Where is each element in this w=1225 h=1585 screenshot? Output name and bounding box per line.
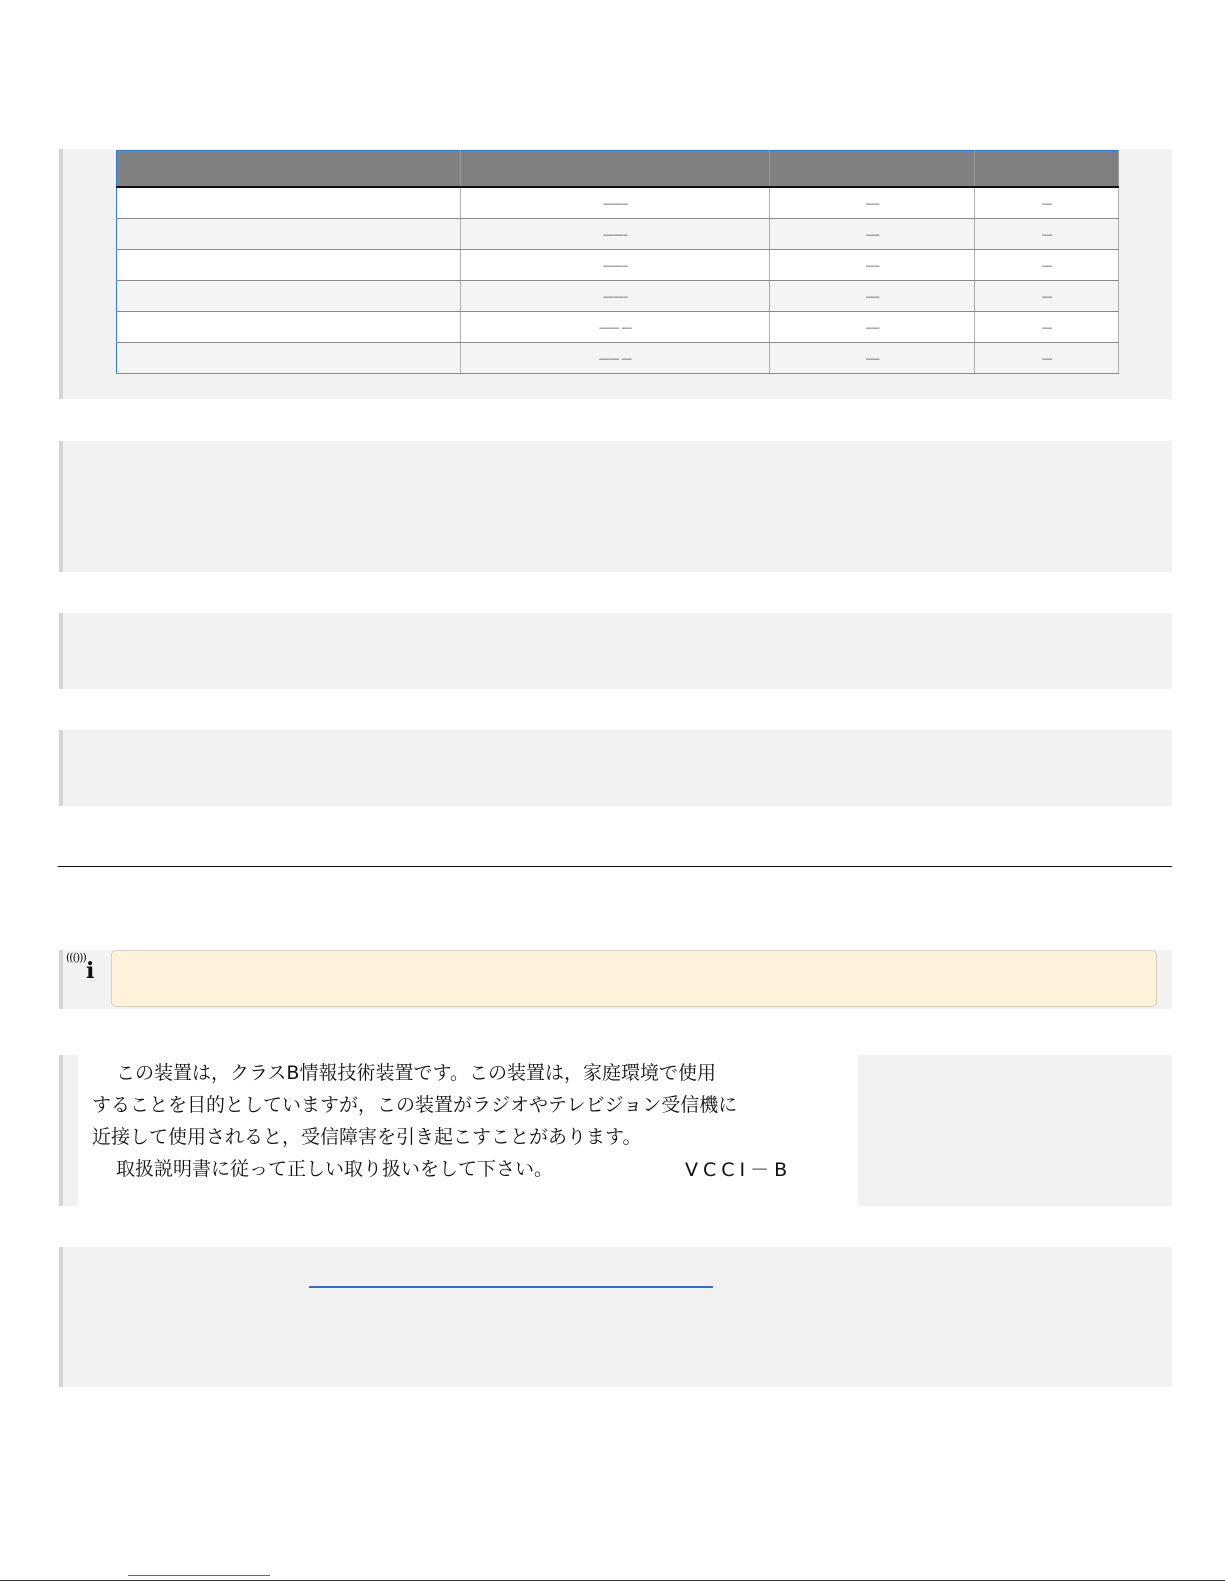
cell-value: ––– xyxy=(865,228,879,241)
table-cell xyxy=(460,250,770,281)
table-cell xyxy=(117,219,461,250)
content-block xyxy=(59,730,1172,806)
table-cell xyxy=(975,250,1119,281)
table-cell xyxy=(117,343,461,374)
hyperlink[interactable] xyxy=(309,1286,713,1288)
table-cell xyxy=(460,187,770,219)
vcci-text-line: 取扱説明書に従って正しい取り扱いをして下さい。 xyxy=(116,1158,554,1180)
table-row xyxy=(117,281,1119,312)
cell-value: — xyxy=(1041,228,1052,241)
column-header xyxy=(770,151,975,188)
vcci-text-line: することを目的としていますが，この装置がラジオやテレビジョン受信機に xyxy=(92,1094,738,1116)
page-bottom-edge xyxy=(0,1580,1225,1581)
cell-value: — xyxy=(1041,197,1052,210)
table-cell xyxy=(770,343,975,374)
cell-value: ––– xyxy=(865,259,879,272)
content-block xyxy=(59,613,1172,689)
table-cell xyxy=(117,312,461,343)
cell-value: ––– xyxy=(865,352,879,365)
column-header xyxy=(460,151,770,188)
content-block xyxy=(59,441,1172,572)
table-cell xyxy=(460,312,770,343)
spec-table-block xyxy=(59,149,1172,399)
notice-box xyxy=(111,950,1157,1007)
table-cell xyxy=(770,187,975,219)
vcci-text-line: この装置は，クラスB情報技術装置です。この装置は，家庭環境で使用 xyxy=(116,1062,716,1084)
cell-value: —— — xyxy=(598,321,632,334)
notice-block xyxy=(59,950,1172,1009)
table-cell xyxy=(975,312,1119,343)
cell-value: — xyxy=(1041,321,1052,334)
table-row xyxy=(117,343,1119,374)
cell-value: —— — xyxy=(598,352,632,365)
table-cell xyxy=(770,281,975,312)
vcci-notice-block xyxy=(59,1055,1172,1206)
footer-link[interactable] xyxy=(128,1575,270,1576)
vcci-notice-image xyxy=(78,1055,858,1206)
table-cell xyxy=(975,343,1119,374)
vcci-text-line: 近接して使用されると，受信障害を引き起こすことがあります。 xyxy=(92,1126,642,1148)
table-cell xyxy=(975,219,1119,250)
table-header-row xyxy=(117,151,1119,188)
table-row xyxy=(117,187,1119,219)
cell-value: — xyxy=(1041,259,1052,272)
cell-value: ——– xyxy=(602,290,628,303)
table-cell xyxy=(975,281,1119,312)
table-cell xyxy=(117,250,461,281)
cell-value: ——– xyxy=(602,259,628,272)
link-block xyxy=(59,1247,1172,1387)
cell-value: ——– xyxy=(602,197,628,210)
section-divider xyxy=(58,866,1172,867)
table-cell xyxy=(460,281,770,312)
table-cell xyxy=(117,187,461,219)
table-cell xyxy=(460,343,770,374)
table-cell xyxy=(770,219,975,250)
cell-value: — xyxy=(1041,352,1052,365)
table-cell xyxy=(770,250,975,281)
vcci-mark: VCCI－B xyxy=(685,1159,793,1181)
cell-value: ——– xyxy=(602,228,628,241)
table-cell xyxy=(117,281,461,312)
cell-value: — xyxy=(1041,290,1052,303)
cell-value: ––– xyxy=(865,290,879,303)
cell-value: ––– xyxy=(865,321,879,334)
cell-value: ––– xyxy=(865,197,879,210)
table-row xyxy=(117,219,1119,250)
table-row xyxy=(117,250,1119,281)
wireless-info-icon: ((())) i xyxy=(66,951,95,984)
table-cell xyxy=(975,187,1119,219)
table-cell xyxy=(770,312,975,343)
column-header xyxy=(117,151,461,188)
table-row xyxy=(117,312,1119,343)
column-header xyxy=(975,151,1119,188)
table-cell xyxy=(460,219,770,250)
spec-table xyxy=(116,150,1119,374)
